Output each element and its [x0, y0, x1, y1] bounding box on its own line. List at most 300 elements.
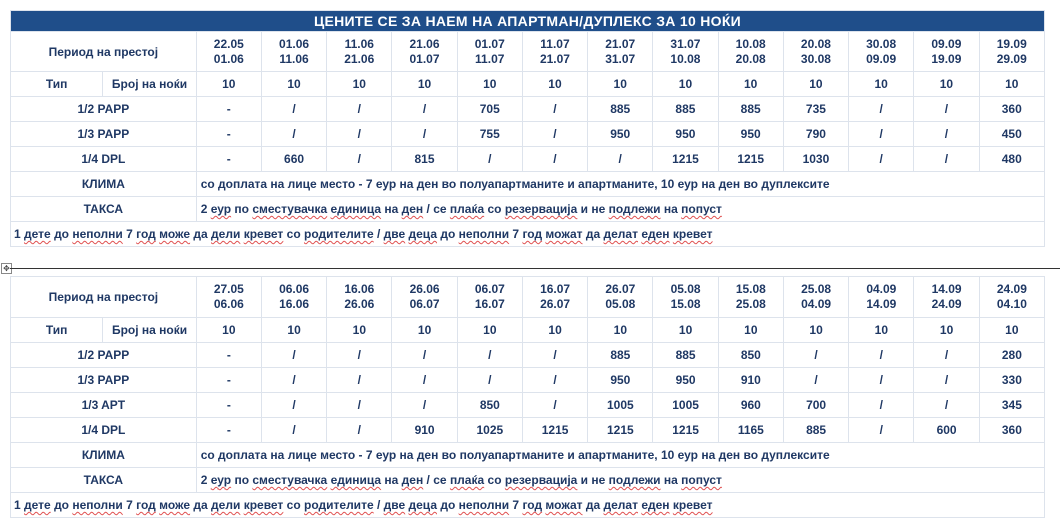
nights-cell: 10 — [783, 318, 848, 343]
nights-cell: 10 — [588, 72, 653, 97]
nights-cell: 10 — [979, 318, 1044, 343]
period-cell — [588, 277, 653, 318]
period-cell — [327, 277, 392, 318]
period-cell — [783, 277, 848, 318]
price-cell: 700 — [783, 393, 848, 418]
period-end: 05.08 — [605, 297, 636, 311]
note-word: дете — [24, 227, 51, 241]
note-word: може — [159, 498, 191, 512]
taksa-label: ТАКСА — [11, 468, 197, 493]
price-cell: / — [327, 343, 392, 368]
note-word: две — [383, 227, 406, 241]
period-start: 19.09 — [996, 36, 1027, 51]
price-row — [11, 343, 1045, 368]
price-cell: 885 — [588, 97, 653, 122]
period-cell — [783, 32, 848, 72]
period-start: 26.07 — [605, 282, 636, 296]
price-cell: 360 — [979, 97, 1045, 122]
nights-row — [11, 72, 1045, 97]
price-cell: 1005 — [653, 393, 718, 418]
note-word: до — [54, 227, 70, 241]
note-word: може — [159, 227, 191, 241]
note-word: и — [577, 202, 592, 216]
nights-cell: 10 — [196, 72, 261, 97]
section-divider — [10, 268, 1060, 269]
price-cell: / — [261, 343, 326, 368]
note-word: дете — [24, 498, 51, 512]
price-cell: / — [522, 97, 587, 122]
price-cell: 1215 — [522, 418, 587, 443]
note-word: еур — [210, 202, 232, 216]
note-word: на — [384, 202, 399, 216]
note-word: на — [663, 202, 678, 216]
period-cell — [392, 32, 457, 72]
period-end: 04.10 — [996, 297, 1027, 311]
taksa-label: ТАКСА — [11, 197, 197, 222]
room-type: 1/2 PAPP — [11, 343, 197, 368]
note-word: еур — [210, 473, 232, 487]
period-label: Период на престој — [11, 32, 197, 72]
period-cell — [653, 277, 718, 318]
price-cell: 480 — [979, 147, 1045, 172]
period-end: 26.07 — [540, 297, 571, 311]
price-table-2 — [10, 276, 1045, 518]
note-row — [11, 222, 1045, 247]
nights-cell: 10 — [718, 318, 783, 343]
period-cell — [522, 277, 587, 318]
period-end: 01.06 — [213, 51, 244, 66]
period-start: 20.08 — [800, 36, 831, 51]
note-word: дели — [211, 498, 241, 512]
price-row — [11, 147, 1045, 172]
nights-row — [11, 318, 1045, 343]
period-cell — [457, 32, 522, 72]
price-cell: / — [914, 97, 979, 122]
period-start: 15.08 — [735, 282, 766, 296]
klima-row — [11, 172, 1045, 197]
period-end: 21.06 — [344, 51, 375, 66]
period-start: 30.08 — [866, 36, 897, 51]
nights-cell: 10 — [392, 318, 457, 343]
price-cell: / — [392, 343, 457, 368]
period-end: 10.08 — [670, 51, 701, 66]
nights-label: Број на ноќи — [103, 318, 196, 343]
klima-label: КЛИМА — [11, 443, 197, 468]
note-word: не — [591, 202, 606, 216]
taksa-row — [11, 468, 1045, 493]
price-cell: 1025 — [457, 418, 522, 443]
price-cell: 950 — [588, 122, 653, 147]
note-word: 1 — [14, 498, 21, 512]
price-cell: 910 — [392, 418, 457, 443]
nights-cell: 10 — [914, 318, 979, 343]
note-word: по — [231, 202, 253, 216]
period-cell — [457, 277, 522, 318]
period-start: 21.06 — [409, 36, 440, 51]
price-cell: / — [327, 147, 392, 172]
note-word: попуст — [681, 202, 722, 216]
price-cell: / — [261, 97, 326, 122]
period-start: 16.07 — [540, 282, 571, 296]
period-end: 29.09 — [996, 51, 1027, 66]
table-title: ЦЕНИТЕ СЕ ЗА НАЕМ НА АПАРТМАН/ДУПЛЕКС ЗА 10 НОЌИ — [11, 11, 1045, 32]
price-cell: 850 — [457, 393, 522, 418]
note-word: 1 — [14, 227, 21, 241]
note-word: да — [585, 498, 601, 512]
nights-cell: 10 — [457, 318, 522, 343]
note-word: подлежи — [608, 473, 661, 487]
price-cell: / — [522, 368, 587, 393]
price-table-1 — [10, 10, 1045, 247]
nights-cell: 10 — [718, 72, 783, 97]
note-word: сместувачка — [252, 473, 328, 487]
price-cell: 885 — [588, 343, 653, 368]
period-end: 20.08 — [735, 51, 766, 66]
price-cell: 1215 — [653, 418, 718, 443]
price-cell: 790 — [783, 122, 848, 147]
price-row — [11, 368, 1045, 393]
price-cell: 950 — [653, 368, 718, 393]
note-word: неполни — [458, 498, 510, 512]
note-word: / — [423, 202, 434, 216]
note-word: до — [440, 498, 456, 512]
period-end: 31.07 — [605, 51, 636, 66]
period-start: 26.06 — [409, 282, 440, 296]
period-end: 16.07 — [474, 297, 505, 311]
period-row — [11, 277, 1045, 318]
period-cell — [849, 32, 914, 72]
price-row — [11, 393, 1045, 418]
period-start: 25.08 — [801, 282, 832, 296]
price-cell: 950 — [718, 122, 783, 147]
note-word: кревет — [243, 498, 284, 512]
price-cell: 660 — [261, 147, 326, 172]
note-word: да — [193, 498, 208, 512]
period-cell — [849, 277, 914, 318]
period-start: 24.09 — [996, 282, 1027, 296]
period-end: 25.08 — [735, 297, 766, 311]
note-word: делат — [603, 227, 638, 241]
note-word: год — [522, 498, 543, 512]
nights-cell: 10 — [849, 72, 914, 97]
room-type: 1/3 PAPP — [11, 122, 197, 147]
nights-cell: 10 — [327, 72, 392, 97]
price-cell: / — [914, 122, 979, 147]
note-word: на — [384, 473, 399, 487]
nights-cell: 10 — [653, 72, 718, 97]
note-word: / — [423, 473, 434, 487]
price-cell: 735 — [783, 97, 848, 122]
price-cell: / — [327, 393, 392, 418]
price-cell: / — [849, 343, 914, 368]
note-word: кревет — [243, 227, 284, 241]
period-start: 27.05 — [213, 282, 244, 296]
note-word: подлежи — [608, 202, 661, 216]
price-cell: - — [196, 147, 261, 172]
price-cell: 950 — [588, 368, 653, 393]
nights-cell: 10 — [522, 318, 587, 343]
period-start: 09.09 — [931, 36, 962, 51]
nights-cell: 10 — [914, 72, 979, 97]
note-word: единица — [330, 473, 382, 487]
period-end: 14.09 — [866, 297, 897, 311]
price-cell: / — [849, 122, 914, 147]
note-word: ден — [401, 202, 424, 216]
note-word: еден — [641, 227, 670, 241]
period-start: 05.08 — [670, 282, 701, 296]
note-word: единица — [330, 202, 382, 216]
price-cell: 885 — [653, 343, 718, 368]
price-cell: / — [914, 368, 979, 393]
note-word: со — [286, 227, 301, 241]
note-word: плаќа — [449, 473, 485, 487]
note-word: се — [433, 202, 447, 216]
price-cell: - — [196, 343, 261, 368]
note-word: ден — [401, 473, 424, 487]
price-cell: / — [261, 122, 326, 147]
note-word: 7 — [509, 498, 523, 512]
nights-cell: 10 — [979, 72, 1045, 97]
period-cell — [653, 32, 718, 72]
period-end: 15.08 — [670, 297, 701, 311]
period-cell — [261, 277, 326, 318]
type-label: Тип — [11, 318, 103, 343]
period-cell — [327, 32, 392, 72]
note-word: еден — [641, 498, 670, 512]
note-word: по — [231, 473, 253, 487]
nights-cell: 10 — [783, 72, 848, 97]
room-type: 1/4 DPL — [11, 418, 197, 443]
period-cell — [196, 32, 261, 72]
price-cell: / — [327, 418, 392, 443]
period-end: 16.06 — [279, 297, 310, 311]
price-row — [11, 418, 1045, 443]
period-cell — [979, 32, 1045, 72]
price-cell: / — [849, 368, 914, 393]
note-row — [11, 493, 1045, 518]
price-cell: / — [783, 368, 848, 393]
price-cell: / — [588, 147, 653, 172]
note-word: год — [136, 227, 156, 241]
price-cell: - — [196, 418, 261, 443]
period-cell — [196, 277, 261, 318]
price-cell: / — [522, 393, 587, 418]
price-cell: / — [261, 368, 326, 393]
price-cell: / — [261, 418, 326, 443]
note-word: плаќа — [449, 202, 485, 216]
period-start: 21.07 — [605, 36, 636, 51]
note-text — [11, 493, 1045, 518]
room-type: 1/2 PAPP — [11, 97, 197, 122]
period-end: 21.07 — [539, 51, 570, 66]
nights-cell: 10 — [261, 318, 326, 343]
price-cell: / — [261, 393, 326, 418]
price-cell: 950 — [653, 122, 718, 147]
period-start: 01.07 — [474, 36, 505, 51]
price-cell: / — [522, 343, 587, 368]
klima-text: со доплата на лице место - 7 еур на ден во полуапартманите и апартманите, 10 еур на ден во дуплексите — [196, 443, 1044, 468]
note-word: 7 — [122, 498, 137, 512]
price-cell: / — [522, 147, 587, 172]
price-row — [11, 122, 1045, 147]
note-word: можат — [545, 498, 583, 512]
note-word: резервација — [504, 473, 578, 487]
note-word: да — [193, 227, 208, 241]
period-cell — [718, 32, 783, 72]
note-word: неполни — [72, 498, 123, 512]
period-end: 06.07 — [409, 297, 440, 311]
nights-cell: 10 — [196, 318, 261, 343]
note-word: 7 — [122, 227, 137, 241]
nights-cell: 10 — [392, 72, 457, 97]
price-cell: 360 — [979, 418, 1044, 443]
period-start: 10.08 — [735, 36, 766, 51]
nights-label: Број на ноќи — [103, 72, 196, 97]
note-word: до — [440, 227, 456, 241]
period-end: 06.06 — [213, 297, 244, 311]
note-word: год — [522, 227, 543, 241]
price-cell: 885 — [783, 418, 848, 443]
period-end: 01.07 — [409, 51, 440, 66]
period-start: 14.09 — [931, 282, 962, 296]
note-word: попуст — [681, 473, 722, 487]
nights-cell: 10 — [653, 318, 718, 343]
nights-cell: 10 — [849, 318, 914, 343]
price-cell: 850 — [718, 343, 783, 368]
note-word: делат — [603, 498, 638, 512]
type-label: Тип — [11, 72, 103, 97]
price-cell: 1215 — [588, 418, 653, 443]
nights-cell: 10 — [457, 72, 522, 97]
note-word: кревет — [672, 227, 713, 241]
price-cell: 1005 — [588, 393, 653, 418]
price-cell: - — [196, 393, 261, 418]
period-cell — [914, 277, 979, 318]
period-start: 01.06 — [279, 36, 310, 51]
price-cell: / — [327, 368, 392, 393]
period-end: 09.09 — [866, 51, 897, 66]
price-cell: 960 — [718, 393, 783, 418]
note-word: родителите — [304, 227, 374, 241]
price-cell: 755 — [457, 122, 522, 147]
nights-cell: 10 — [327, 318, 392, 343]
note-word: деца — [408, 498, 437, 512]
price-cell: 450 — [979, 122, 1045, 147]
period-cell — [979, 277, 1044, 318]
price-cell: / — [392, 368, 457, 393]
nights-cell: 10 — [588, 318, 653, 343]
note-word: две — [383, 498, 406, 512]
note-word: дели — [211, 227, 241, 241]
price-cell: / — [392, 393, 457, 418]
note-word: 2 — [200, 202, 208, 216]
room-type: 1/4 DPL — [11, 147, 197, 172]
period-cell — [588, 32, 653, 72]
period-label: Период на престој — [11, 277, 197, 318]
period-cell — [914, 32, 979, 72]
price-cell: / — [457, 368, 522, 393]
price-cell: 885 — [653, 97, 718, 122]
klima-label: КЛИМА — [11, 172, 197, 197]
note-word: 7 — [509, 227, 523, 241]
note-word: неполни — [458, 227, 510, 241]
price-cell: 330 — [979, 368, 1044, 393]
nights-cell: 10 — [522, 72, 587, 97]
period-cell — [718, 277, 783, 318]
note-word: со — [487, 202, 502, 216]
note-word: деца — [408, 227, 437, 241]
period-cell — [392, 277, 457, 318]
note-word: со — [286, 498, 301, 512]
period-end: 11.07 — [475, 51, 505, 66]
price-cell: / — [914, 393, 979, 418]
note-word: да — [585, 227, 601, 241]
price-cell: 815 — [392, 147, 457, 172]
period-start: 22.05 — [213, 36, 244, 51]
note-word: до — [54, 498, 70, 512]
price-cell: / — [457, 147, 522, 172]
price-cell: - — [196, 97, 261, 122]
klima-row — [11, 443, 1045, 468]
taksa-text — [196, 197, 1044, 222]
note-word: сместувачка — [252, 202, 328, 216]
note-word: со — [487, 473, 502, 487]
price-cell: / — [392, 97, 457, 122]
nights-cell: 10 — [261, 72, 326, 97]
price-cell: 1030 — [783, 147, 848, 172]
taksa-text — [196, 468, 1044, 493]
price-cell: 280 — [979, 343, 1044, 368]
period-end: 30.08 — [800, 51, 831, 66]
period-start: 06.07 — [474, 282, 505, 296]
note-word: кревет — [672, 498, 713, 512]
price-cell: 910 — [718, 368, 783, 393]
note-word: можат — [545, 227, 583, 241]
period-end: 11.06 — [279, 51, 309, 66]
table-move-handle-icon[interactable]: ✥ — [1, 263, 12, 274]
price-cell: 705 — [457, 97, 522, 122]
note-word: родителите — [304, 498, 374, 512]
price-row — [11, 97, 1045, 122]
note-word: / — [373, 498, 384, 512]
period-start: 11.07 — [540, 36, 570, 51]
taksa-row — [11, 197, 1045, 222]
price-cell: / — [783, 343, 848, 368]
price-cell: / — [327, 97, 392, 122]
price-cell: 1215 — [653, 147, 718, 172]
price-cell: 600 — [914, 418, 979, 443]
note-word: неполни — [72, 227, 123, 241]
price-cell: - — [196, 122, 261, 147]
period-start: 31.07 — [670, 36, 701, 51]
period-start: 06.06 — [279, 282, 310, 296]
period-row — [11, 32, 1045, 72]
price-cell: / — [914, 343, 979, 368]
room-type: 1/3 APT — [11, 393, 197, 418]
price-cell: / — [849, 418, 914, 443]
price-cell: / — [327, 122, 392, 147]
period-end: 26.06 — [344, 297, 375, 311]
period-cell — [522, 32, 587, 72]
period-end: 19.09 — [931, 51, 962, 66]
period-cell — [261, 32, 326, 72]
price-cell: / — [849, 147, 914, 172]
note-word: / — [373, 227, 384, 241]
price-cell: 1215 — [718, 147, 783, 172]
room-type: 1/3 PAPP — [11, 368, 197, 393]
price-cell: / — [849, 393, 914, 418]
note-word: се — [433, 473, 447, 487]
